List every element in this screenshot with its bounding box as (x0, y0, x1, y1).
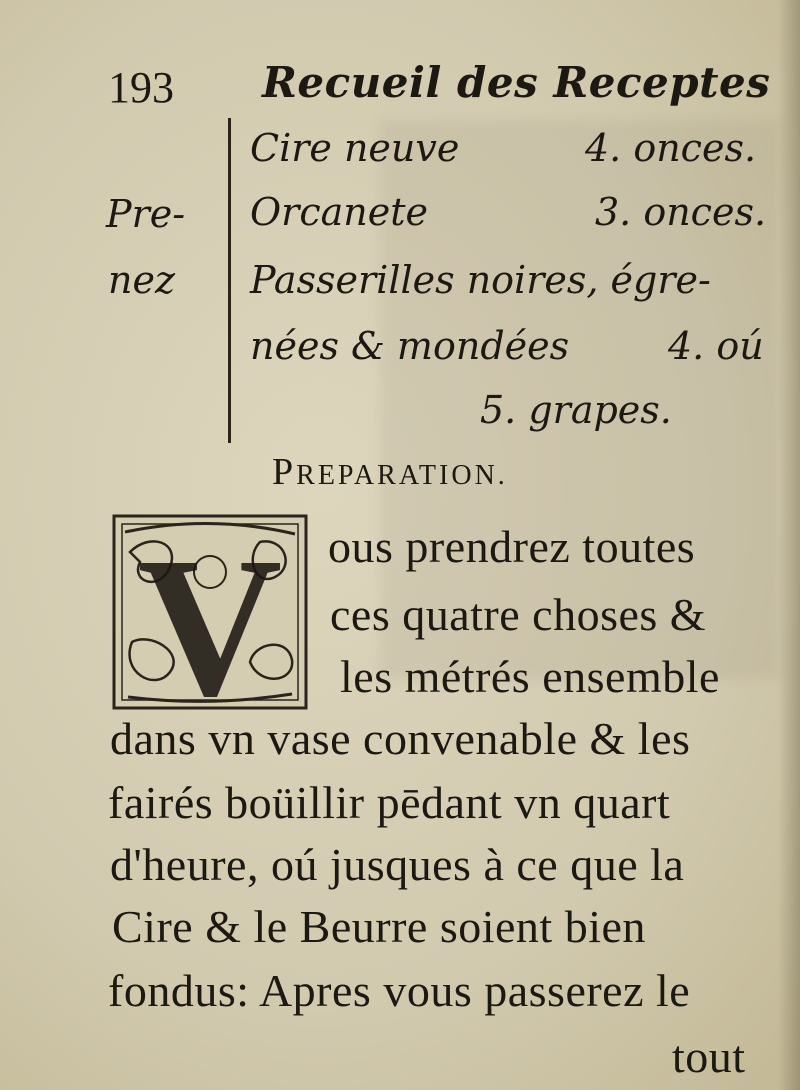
ingredient-line-3: Passerilles noires, égre- (250, 258, 711, 302)
page-number: 193 (108, 63, 174, 112)
section-heading-initial: P (272, 451, 297, 493)
ingredient-quantity-1: 4. onces. (585, 126, 757, 170)
body-line-6: d'heure, oú jusques à ce que la (110, 839, 685, 890)
catchword: tout (672, 1031, 746, 1082)
section-heading-rest: REPARATION. (296, 460, 508, 491)
decorated-initial-v (110, 512, 310, 712)
side-label-prenez-1: Pre- (106, 192, 186, 236)
ingredient-quantity-4: 4. oú (668, 324, 764, 368)
ingredient-line-2: Orcanete (250, 190, 428, 234)
section-heading (272, 450, 508, 494)
body-line-3: les métrés ensemble (340, 651, 720, 702)
ingredient-line-4: nées & mondées (250, 324, 570, 368)
body-line-8: fondus: Apres vous passerez le (108, 965, 691, 1016)
body-line-4: dans vn vase convenable & les (110, 713, 691, 764)
running-title: Recueil des Receptes (262, 58, 771, 107)
ingredient-quantity-5: 5. grapes. (480, 388, 672, 432)
drop-cap-letter: V (137, 517, 283, 712)
side-label-prenez-2: nez (108, 258, 175, 302)
page-edge-shadow (778, 0, 800, 1090)
ingredient-quantity-2: 3. onces. (595, 190, 767, 234)
body-line-1: ous prendrez toutes (328, 521, 696, 572)
ingredient-line-1: Cire neuve (250, 126, 460, 170)
body-line-2: ces quatre choses & (330, 589, 707, 640)
bracket-rule (228, 118, 231, 443)
body-line-5: fairés boüillir pēdant vn quart (108, 777, 671, 828)
body-line-7: Cire & le Beurre soient bien (112, 901, 646, 952)
